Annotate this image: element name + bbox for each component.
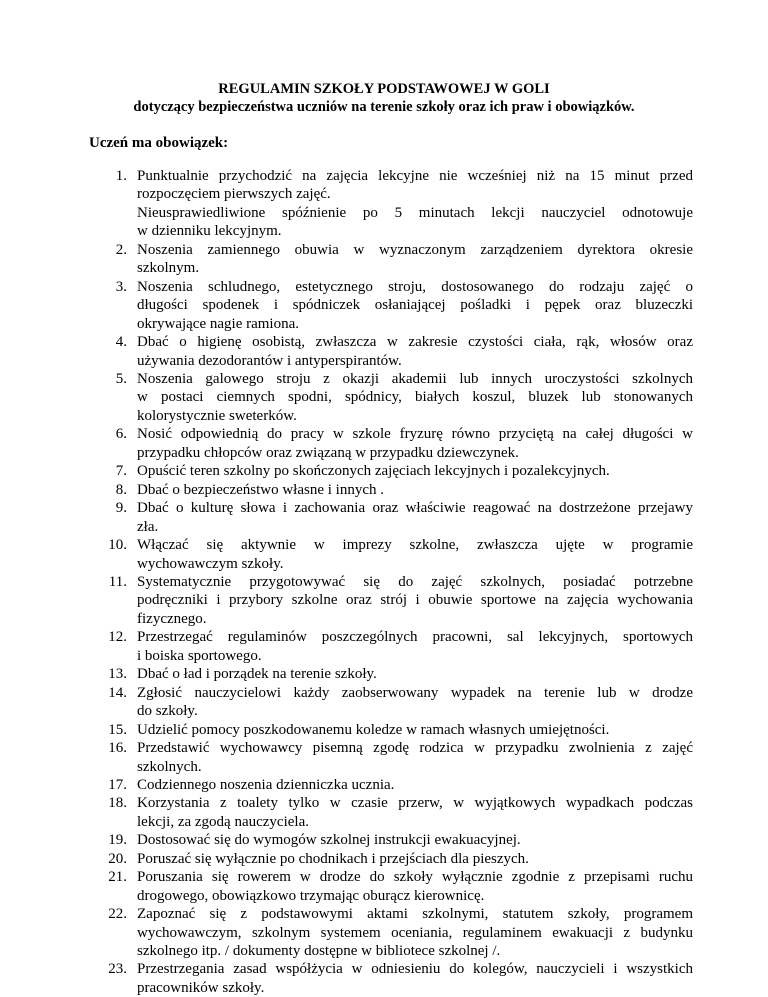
list-item-text-line: fizycznego. bbox=[137, 610, 207, 627]
list-item-text-line: Dbać o ład i porządek na terenie szkoły. bbox=[137, 666, 377, 683]
list-item-text-line: szkolnego itp. / dokumenty dostępne w bibliotece szkolnej /. bbox=[137, 943, 501, 960]
list-item-text-line: podręczniki i przybory szkolne oraz strój i obuwie sportowe na zajęcia wychowania bbox=[137, 592, 693, 609]
list-item bbox=[89, 665, 693, 683]
list-item-number: 4. bbox=[115, 334, 127, 351]
list-item-text-line: Przestrzegania zasad współżycia w odniesieniu do kolegów, nauczycieli i wszystkich bbox=[137, 961, 693, 978]
list-item-number: 8. bbox=[115, 481, 127, 498]
list-item-number: 16. bbox=[108, 740, 127, 757]
section-heading: Uczeń ma obowiązek: bbox=[89, 135, 229, 151]
list-item-number: 19. bbox=[108, 832, 127, 849]
list-item bbox=[89, 960, 693, 997]
list-item bbox=[89, 241, 693, 278]
list-item-text-line: Przestrzegać regulaminów poszczególnych pracowni, sal lekcyjnych, sportowych bbox=[137, 629, 693, 646]
list-item bbox=[89, 739, 693, 776]
list-item-text-line: Systematycznie przygotowywać się do zajęć szkolnych, posiadać potrzebne bbox=[137, 573, 693, 590]
list-item bbox=[89, 278, 693, 333]
list-item-number: 3. bbox=[115, 278, 127, 295]
list-item-text-line: Przedstawić wychowawcy pisemną zgodę rodzica w przypadku zwolnienia z zajęć bbox=[137, 740, 693, 757]
list-item-text-line: w dzienniku lekcyjnym. bbox=[137, 223, 282, 240]
list-item-text-line: Włączać się aktywnie w imprezy szkolne, zwłaszcza ujęte w programie bbox=[137, 537, 693, 554]
list-item bbox=[89, 536, 693, 573]
list-item-number: 9. bbox=[115, 500, 127, 517]
list-item-text-line: kolorystycznie sweterków. bbox=[137, 407, 297, 424]
list-item-number: 2. bbox=[115, 241, 127, 258]
list-item-text-line: szkolnych. bbox=[137, 758, 202, 775]
list-item-text-line: Poruszania się rowerem w drodze do szkoły wyłącznie zgodnie z przepisami ruchu bbox=[137, 869, 693, 886]
list-item-text-line: w postaci ciemnych spodni, spódnicy, białych koszul, bluzek lub stonowanych bbox=[137, 389, 693, 406]
list-item-number: 6. bbox=[115, 426, 127, 443]
list-item bbox=[89, 573, 693, 628]
list-item-text-line: pracowników szkoły. bbox=[137, 979, 265, 996]
list-item-text-line: Noszenia zamiennego obuwia w wyznaczonym zarządzeniem dyrektora okresie bbox=[137, 241, 693, 258]
list-item-text-line: Dbać o higienę osobistą, zwłaszcza w zakresie czystości ciała, rąk, włosów oraz bbox=[137, 334, 693, 351]
list-item-number: 12. bbox=[108, 629, 127, 646]
list-item bbox=[89, 462, 693, 480]
list-item bbox=[89, 425, 693, 462]
list-item-number: 14. bbox=[108, 684, 127, 701]
list-item-text-line: i boiska sportowego. bbox=[137, 647, 262, 664]
list-item bbox=[89, 481, 693, 499]
list-item-text-line: przypadku chłopców oraz związaną w przypadku dziewczynek. bbox=[137, 444, 519, 461]
list-item-text-line: Nieusprawiedliwione spóźnienie po 5 minutach lekcji nauczyciel odnotowuje bbox=[137, 204, 693, 221]
list-item-text-line: Poruszać się wyłącznie po chodnikach i przejściach dla pieszych. bbox=[137, 850, 529, 867]
list-item bbox=[89, 499, 693, 536]
list-item bbox=[89, 868, 693, 905]
list-item bbox=[89, 905, 693, 960]
list-item-number: 20. bbox=[108, 850, 127, 867]
list-item-text-line: wychowawczym, szkolnym systemem oceniania, regulaminem ewakuacji z budynku bbox=[137, 924, 693, 941]
list-item-text-line: Punktualnie przychodzić na zajęcia lekcyjne nie wcześniej niż na 15 minut przed bbox=[137, 168, 693, 184]
document-title: REGULAMIN SZKOŁY PODSTAWOWEJ W GOLI bbox=[218, 81, 550, 97]
duty-list bbox=[89, 167, 693, 997]
list-item-text-line: drogowego, obowiązkowo trzymając oburącz kierownicę. bbox=[137, 887, 485, 904]
list-item-text-line: Dbać o bezpieczeństwo własne i innych . bbox=[137, 481, 384, 498]
list-item-number: 5. bbox=[115, 370, 127, 387]
list-item-number: 15. bbox=[108, 721, 127, 738]
list-item bbox=[89, 721, 693, 739]
list-item-text-line: okrywające nagie ramiona. bbox=[137, 315, 300, 332]
list-item-text-line: Korzystania z toalety tylko w czasie przerw, w wyjątkowych wypadkach podczas bbox=[137, 795, 693, 812]
list-item-text-line: Dbać o kulturę słowa i zachowania oraz właściwie reagować na dostrzeżone przejawy bbox=[137, 500, 693, 517]
list-item bbox=[89, 794, 693, 831]
list-item-number: 17. bbox=[108, 776, 127, 793]
list-item-text-line: zła. bbox=[137, 518, 159, 535]
list-item-number: 21. bbox=[108, 869, 127, 886]
list-item-text-line: Udzielić pomocy poszkodowanemu koledze w ramach własnych umiejętności. bbox=[137, 721, 610, 738]
list-item-text-line: do szkoły. bbox=[137, 703, 198, 720]
list-item bbox=[89, 776, 693, 794]
list-item bbox=[89, 628, 693, 665]
list-item-number: 11. bbox=[108, 573, 127, 590]
list-item bbox=[89, 684, 693, 721]
list-item-number: 7. bbox=[115, 463, 127, 480]
list-item-text-line: Zgłosić nauczycielowi każdy zaobserwowany wypadek na terenie lub w drodze bbox=[137, 684, 693, 701]
list-item-text-line: Noszenia schludnego, estetycznego stroju, dostosowanego do rodzaju zajęć o bbox=[137, 278, 693, 295]
list-item-text-line: rozpoczęciem pierwszych zajęć. bbox=[137, 186, 331, 203]
list-item-number: 18. bbox=[108, 795, 127, 812]
list-item-number: 22. bbox=[108, 906, 127, 923]
list-item-text-line: Dostosować się do wymogów szkolnej instrukcji ewakuacyjnej. bbox=[137, 832, 521, 849]
list-item-text-line: szkolnym. bbox=[137, 260, 200, 277]
list-item-number: 13. bbox=[108, 666, 127, 683]
list-item-text-line: długości spodenek i spódniczek osłaniającej pośladki i pępek oraz bluzeczki bbox=[137, 297, 693, 314]
list-item-text-line: Opuścić teren szkolny po skończonych zajęciach lekcyjnych i pozalekcyjnych. bbox=[137, 463, 610, 480]
list-item bbox=[89, 850, 693, 868]
list-item bbox=[89, 167, 693, 241]
list-item bbox=[89, 333, 693, 370]
list-item-text-line: wychowawczym szkoły. bbox=[137, 555, 284, 572]
list-item-text-line: lekcji, za zgodą nauczyciela. bbox=[137, 813, 309, 830]
list-item-text-line: używania dezodorantów i antyperspirantów. bbox=[137, 352, 402, 369]
list-item-text-line: Zapoznać się z podstawowymi aktami szkolnymi, statutem szkoły, programem bbox=[137, 906, 693, 923]
list-item-number: 1. bbox=[115, 168, 127, 184]
document-subtitle: dotyczący bezpieczeństwa uczniów na terenie szkoły oraz ich praw i obowiązków. bbox=[133, 99, 635, 115]
list-item bbox=[89, 370, 693, 425]
list-item bbox=[89, 831, 693, 849]
list-item-number: 23. bbox=[108, 961, 127, 978]
list-item-text-line: Codziennego noszenia dzienniczka ucznia. bbox=[137, 776, 395, 793]
list-item-number: 10. bbox=[108, 537, 127, 554]
list-item-text-line: Noszenia galowego stroju z okazji akademii lub innych uroczystości szkolnych bbox=[137, 370, 693, 387]
list-item-text-line: Nosić odpowiednią do pracy w szkole fryzurę równo przyciętą na całej długości w bbox=[137, 426, 693, 443]
